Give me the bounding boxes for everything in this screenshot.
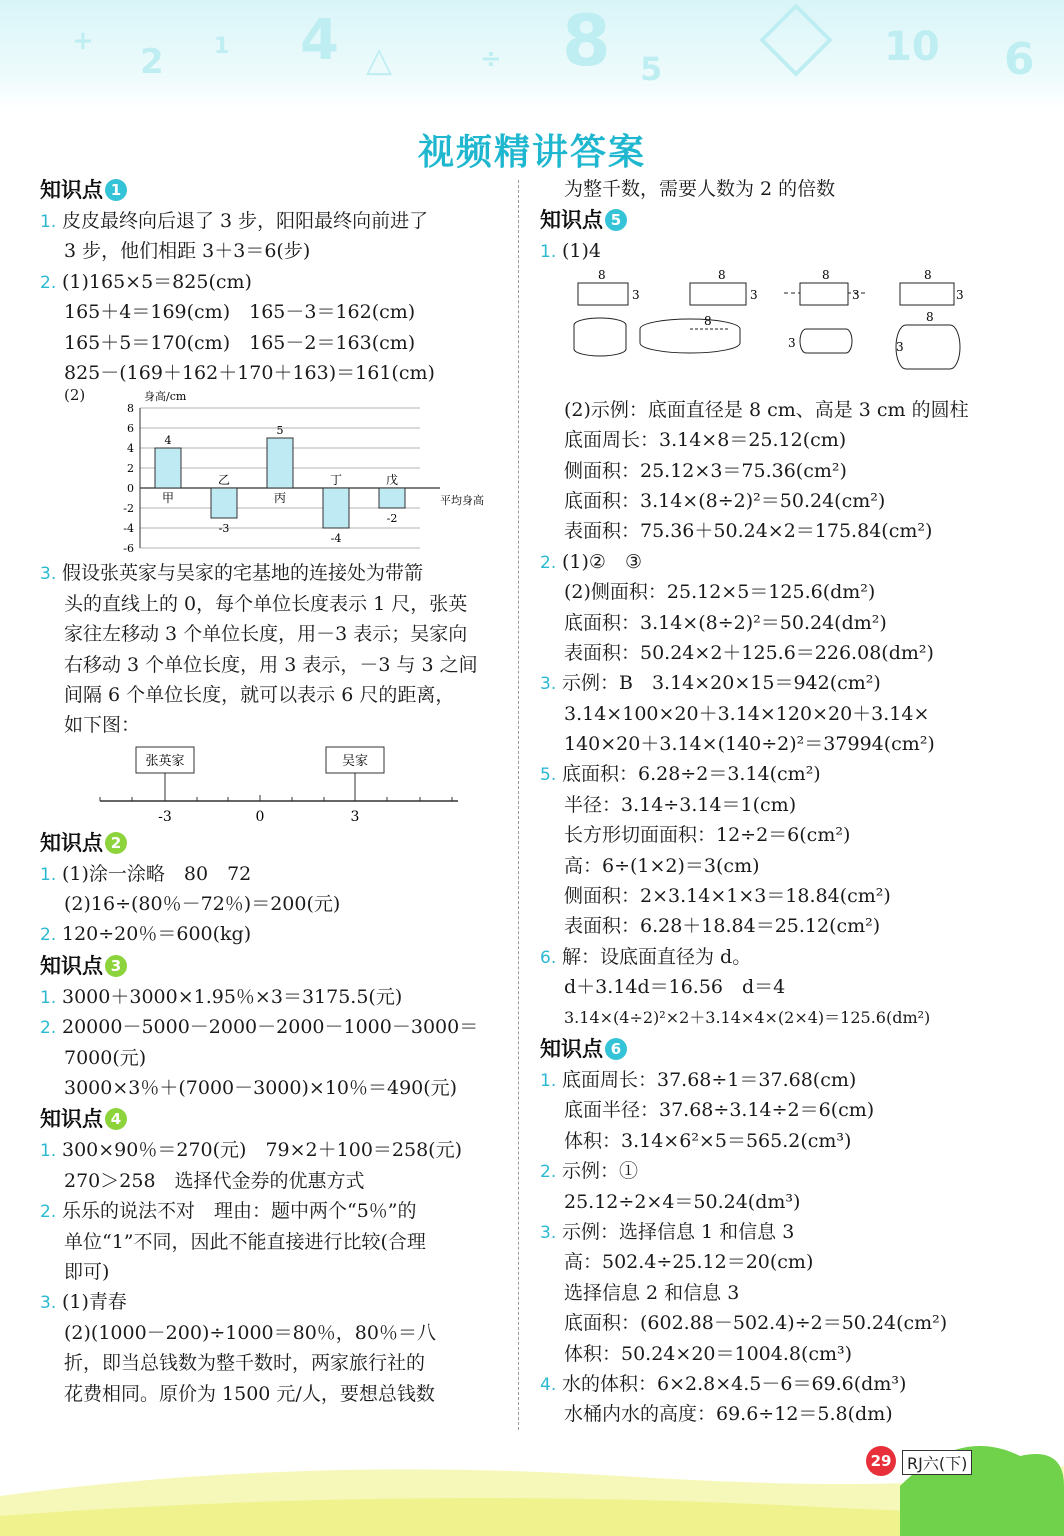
- answer-line: 3. 假设张英家与吴家的宅基地的连接处为带箭: [40, 562, 424, 585]
- answer-line: 高：502.4÷25.12＝20(cm): [564, 1251, 814, 1274]
- y-tick-label: 0: [127, 482, 134, 496]
- answer-line: 3 步，他们相距 3＋3＝6(步): [64, 240, 311, 263]
- section-heading: 知识点 6: [540, 1033, 1010, 1065]
- data-label: 5: [276, 424, 284, 438]
- deco-digit: 1: [214, 34, 230, 59]
- deco-plus: +: [72, 26, 94, 56]
- section-heading: 知识点 2: [40, 827, 510, 859]
- deco-digit: 6: [1004, 34, 1035, 85]
- answer-line: 底面周长：3.14×8＝25.12(cm): [564, 429, 847, 452]
- page-number: 29: [866, 1446, 896, 1476]
- section-heading: 知识点 1: [40, 174, 510, 206]
- number-line: [40, 741, 510, 827]
- deco-digit: 2: [140, 42, 164, 82]
- answer-line: 即可): [64, 1260, 110, 1283]
- answer-line: 侧面积：25.12×3＝75.36(cm²): [564, 459, 847, 482]
- answer-line: 5. 底面积：6.28÷2＝3.14(cm²): [540, 763, 821, 786]
- cylinder-body: [640, 329, 740, 353]
- answer-line: 选择信息 2 和信息 3: [564, 1281, 740, 1304]
- data-label: -3: [218, 522, 230, 536]
- answer-line: 3. 示例：B 3.14×20×15＝942(cm²): [540, 672, 881, 695]
- bar: [379, 488, 405, 508]
- answer-line: (2)示例：底面直径是 8 cm、高是 3 cm 的圆柱: [564, 398, 969, 421]
- cylinder-figure: [540, 267, 1010, 395]
- dim-label: 3: [896, 339, 904, 354]
- answer-line: 2. (1)② ③: [540, 550, 642, 573]
- category-label: 戊: [385, 473, 399, 488]
- deco-digit: 8: [562, 0, 611, 82]
- answer-line: 为整千数，需要人数为 2 的倍数: [564, 178, 836, 200]
- answer-line: 7000(元): [64, 1046, 147, 1069]
- cylinder-body: [574, 325, 626, 356]
- answer-line: 4. 水的体积：6×2.8×4.5－6＝69.6(dm³): [540, 1372, 907, 1395]
- axis-ticks: [100, 795, 452, 801]
- answer-line: 花费相同。原价为 1500 元/人，要想总钱数: [64, 1382, 435, 1405]
- answer-line: (2)(1000－200)÷1000＝80％，80％＝八: [64, 1321, 436, 1344]
- answer-line: d＋3.14d＝16.56 d＝4: [564, 976, 786, 999]
- y-tick-label: 2: [127, 462, 134, 476]
- dim-label: 8: [822, 267, 830, 282]
- deco-digit: 4: [300, 8, 339, 73]
- bar: [211, 488, 237, 518]
- answer-line: 25.12÷2×4＝50.24(dm³): [564, 1190, 801, 1213]
- data-label: -4: [330, 532, 342, 546]
- answer-line: 底面积：3.14×(8÷2)²＝50.24(cm²): [564, 489, 886, 512]
- answer-line: 单位“1”不同，因此不能直接进行比较(合理: [64, 1230, 426, 1253]
- section-heading: 知识点 3: [40, 950, 510, 982]
- answer-line: 2. 20000－5000－2000－2000－1000－3000＝: [40, 1016, 479, 1039]
- category-label: 乙: [217, 473, 231, 488]
- answer-line: 3. (1)青春: [40, 1291, 127, 1314]
- right-column: [540, 174, 1010, 1430]
- dim-label: 3: [788, 335, 796, 350]
- answer-line: 头的直线上的 0，每个单位长度表示 1 尺，张英: [64, 592, 468, 615]
- section-badge: 6: [605, 1038, 627, 1060]
- answer-line: 1. (1)4: [540, 240, 602, 263]
- answer-line: 1. 皮皮最终向后退了 3 步，阳阳最终向前进了: [40, 210, 429, 232]
- answer-line: 3000×3％＋(7000－3000)×10％＝490(元): [64, 1077, 458, 1100]
- section-badge: 4: [105, 1108, 127, 1130]
- label-wu: 吴家: [341, 753, 369, 769]
- answer-line: 右移动 3 个单位长度，用 3 表示，－3 与 3 之间: [64, 653, 478, 676]
- answer-line: 如下图：: [64, 714, 141, 737]
- bar-chart-figure: [40, 388, 510, 558]
- answer-line: 2. 120÷20％＝600(kg): [40, 923, 252, 946]
- answer-line: 270＞258 选择代金券的优惠方式: [64, 1169, 365, 1192]
- answer-line: 侧面积：2×3.14×1×3＝18.84(cm²): [564, 885, 891, 908]
- rectangle-shape: [690, 283, 746, 305]
- data-label: 4: [164, 434, 172, 448]
- dim-label: 8: [704, 313, 712, 328]
- deco-divide: ÷: [480, 44, 502, 74]
- deco-digit: 10: [884, 24, 940, 70]
- answer-line: 1. 300×90％＝270(元) 79×2＋100＝258(元): [40, 1139, 462, 1162]
- answer-line: 底面积：(602.88－502.4)÷2＝50.24(cm²): [564, 1312, 948, 1335]
- answer-line: (2)侧面积：25.12×5＝125.6(dm²): [564, 581, 876, 604]
- answer-line: 折，即当总钱数为整千数时，两家旅行社的: [64, 1352, 426, 1375]
- tick-label: -3: [158, 808, 172, 825]
- page-title: 视频精讲答案: [417, 132, 646, 173]
- bar: [323, 488, 349, 528]
- y-tick-label: -4: [123, 522, 134, 536]
- label-zhang: 张英家: [145, 753, 185, 769]
- answer-line: 3.14×100×20＋3.14×120×20＋3.14×: [564, 702, 930, 725]
- section-heading: 知识点 5: [540, 204, 1010, 236]
- dim-label: 8: [926, 309, 934, 324]
- answer-line: 165＋5＝170(cm) 165－2＝163(cm): [64, 331, 416, 354]
- column-divider: [518, 180, 519, 1430]
- data-label: -2: [386, 512, 398, 526]
- section-heading: 知识点 4: [40, 1103, 510, 1135]
- tick-label: 3: [350, 808, 360, 825]
- cylinder-body: [906, 325, 960, 369]
- answer-line: 825－(169＋162＋170＋163)＝161(cm): [64, 361, 435, 384]
- answer-line: 3. 示例：选择信息 1 和信息 3: [540, 1220, 795, 1243]
- category-label: 丙: [273, 491, 287, 506]
- deco-triangle: △: [366, 40, 393, 80]
- dim-label: 3: [632, 287, 640, 302]
- answer-line: 2. (1)165×5＝825(cm): [40, 270, 252, 293]
- answer-line: 6. 解：设底面直径为 d。: [540, 945, 752, 968]
- dim-label: 8: [924, 267, 932, 282]
- answer-line: 表面积：6.28＋18.84＝25.12(cm²): [564, 915, 881, 938]
- answer-line: 1. (1)涂一涂略 80 72: [40, 862, 252, 885]
- cylinder-body: [806, 329, 852, 353]
- answer-part-label: (2): [64, 386, 86, 405]
- section-badge: 2: [105, 832, 127, 854]
- y-axis-label: 身高/cm: [144, 390, 187, 404]
- y-tick-label: 8: [127, 402, 134, 416]
- section-badge: 3: [105, 955, 127, 977]
- rectangle-shape: [578, 283, 628, 305]
- answer-line: 表面积：50.24×2＋125.6＝226.08(dm²): [564, 641, 934, 664]
- dim-label: 8: [598, 267, 606, 282]
- answer-line: 底面半径：37.68÷3.14÷2＝6(cm): [564, 1099, 875, 1122]
- section-badge: 1: [105, 179, 127, 201]
- rectangle-shape: [900, 283, 954, 305]
- answer-line: 1. 底面周长：37.68÷1＝37.68(cm): [540, 1068, 857, 1091]
- answer-line: 底面积：3.14×(8÷2)²＝50.24(dm²): [564, 611, 887, 634]
- left-column: [40, 174, 510, 1409]
- answer-line: 1. 3000＋3000×1.95％×3＝3175.5(元): [40, 985, 403, 1008]
- y-tick-label: 4: [127, 442, 134, 456]
- answer-line: 水桶内水的高度：69.6÷12＝5.8(dm): [564, 1403, 893, 1426]
- bar-chart: [60, 388, 510, 558]
- answer-line: (2)16÷(80％－72％)＝200(元): [64, 893, 341, 916]
- deco-digit: 5: [640, 50, 663, 88]
- dim-label: 3: [852, 287, 860, 302]
- answer-line: 165＋4＝169(cm) 165－3＝162(cm): [64, 301, 416, 324]
- answer-line: 间隔 6 个单位长度，就可以表示 6 尺的距离，: [64, 683, 455, 706]
- y-tick-label: 6: [127, 422, 134, 436]
- x-axis-label: 平均身高: [440, 494, 484, 508]
- y-tick-label: -2: [123, 502, 134, 516]
- category-label: 甲: [161, 491, 175, 506]
- answer-line: 体积：50.24×20＝1004.8(cm³): [564, 1342, 853, 1365]
- rectangle-shape: [800, 283, 848, 305]
- cylinder-diagrams: [540, 267, 1010, 395]
- answer-line: 高：6÷(1×2)＝3(cm): [564, 854, 760, 877]
- number-line-figure: [40, 741, 510, 827]
- book-code: RJ六(下): [902, 1450, 972, 1475]
- answer-line: 体积：3.14×6²×5＝565.2(cm³): [564, 1129, 852, 1152]
- dim-label: 3: [956, 287, 964, 302]
- answer-line: 3.14×(4÷2)²×2＋3.14×4×(2×4)＝125.6(dm²): [564, 1007, 931, 1027]
- category-label: 丁: [329, 473, 343, 488]
- bar: [155, 448, 181, 488]
- answer-line: 140×20＋3.14×(140÷2)²＝37994(cm²): [564, 733, 935, 756]
- dim-label: 8: [718, 267, 726, 282]
- answer-line: 长方形切面面积：12÷2＝6(cm²): [564, 824, 851, 847]
- answer-line: 2. 示例：①: [540, 1160, 639, 1183]
- answer-line: 家往左移动 3 个单位长度，用－3 表示；吴家向: [64, 623, 468, 646]
- dim-label: 3: [750, 287, 758, 302]
- bar: [267, 438, 293, 488]
- answer-line: 2. 乐乐的说法不对 理由：题中两个“5％”的: [40, 1200, 417, 1223]
- section-badge: 5: [605, 209, 627, 231]
- tick-label: 0: [255, 808, 265, 825]
- footer-wave: [0, 1426, 1064, 1536]
- y-tick-label: -6: [123, 542, 134, 556]
- answer-line: 半径：3.14÷3.14＝1(cm): [564, 793, 797, 816]
- answer-line: 表面积：75.36＋50.24×2＝175.84(cm²): [564, 520, 933, 543]
